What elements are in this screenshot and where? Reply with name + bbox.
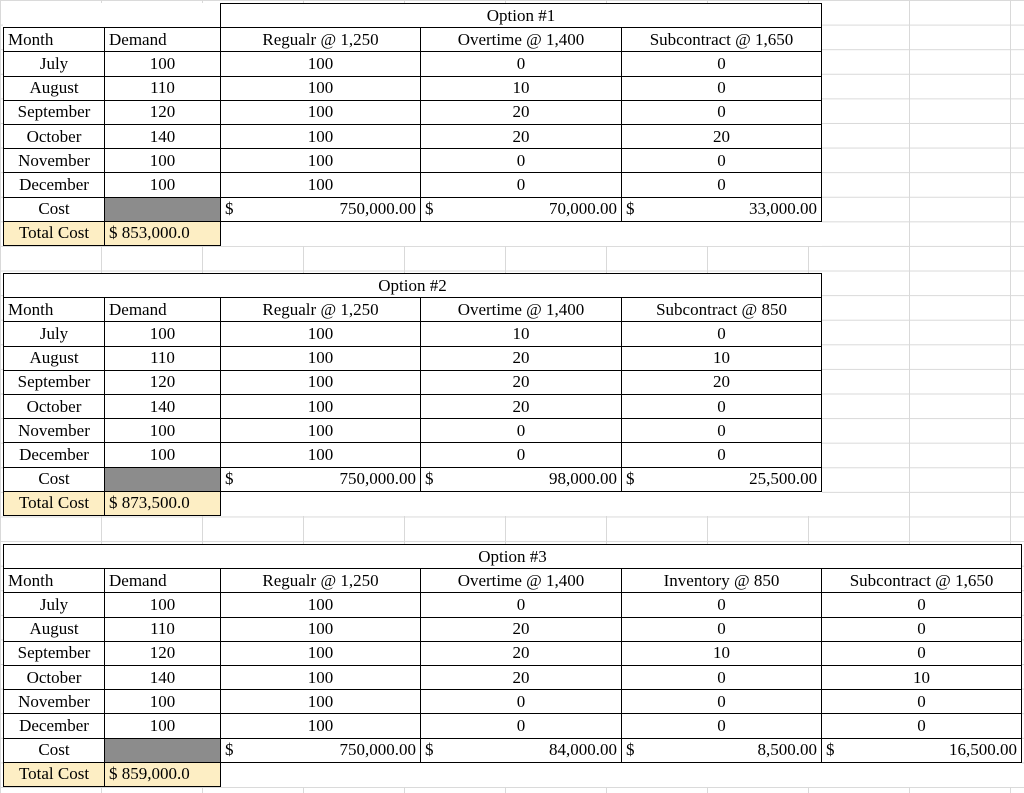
overtime-cost-cell[interactable] [421, 467, 622, 491]
overtime-cell[interactable]: 20 [421, 641, 622, 665]
subcontract-cost-cell[interactable] [622, 467, 822, 491]
inventory-cost-value: 8,500.00 [757, 740, 817, 760]
total-row [4, 221, 822, 245]
month-cell[interactable]: September [4, 100, 105, 124]
overtime-cost-value: 70,000.00 [549, 199, 617, 219]
inventory-cost-cell[interactable] [622, 738, 822, 762]
total-cost-label[interactable]: Total Cost [4, 762, 105, 786]
overtime-cost-cell[interactable] [421, 197, 622, 221]
header-regular[interactable]: Regualr @ 1,250 [221, 569, 421, 593]
option-title[interactable]: Option #3 [4, 545, 1022, 569]
table-row [4, 370, 822, 394]
overtime-cost-value: 84,000.00 [549, 740, 617, 760]
demand-cell[interactable]: 100 [105, 52, 221, 76]
table-row [4, 346, 822, 370]
total-row [4, 762, 1022, 786]
total-cost-label[interactable]: Total Cost [4, 221, 105, 245]
subcontract-cell[interactable]: 10 [622, 346, 822, 370]
demand-cell[interactable]: 120 [105, 100, 221, 124]
demand-cell[interactable]: 140 [105, 394, 221, 418]
demand-cell[interactable]: 100 [105, 443, 221, 467]
subcontract-cell[interactable]: 0 [622, 394, 822, 418]
total-cost-label[interactable]: Total Cost [4, 491, 105, 515]
month-cell[interactable]: July [4, 322, 105, 346]
regular-cell[interactable]: 100 [221, 173, 421, 197]
cost-label[interactable]: Cost [4, 467, 105, 491]
currency-symbol: $ [626, 469, 635, 489]
overtime-cell[interactable]: 0 [421, 593, 622, 617]
option-2-table [3, 273, 822, 516]
option-2-block [3, 273, 822, 516]
header-month[interactable]: Month [4, 28, 105, 52]
option-3-block [3, 544, 1022, 787]
demand-cell[interactable]: 100 [105, 714, 221, 738]
cost-label[interactable]: Cost [4, 197, 105, 221]
subcontract-cell[interactable]: 0 [622, 149, 822, 173]
regular-cell[interactable]: 100 [221, 100, 421, 124]
table-row [4, 593, 1022, 617]
demand-cell[interactable]: 110 [105, 346, 221, 370]
regular-cost-cell[interactable] [221, 738, 421, 762]
option-title[interactable]: Option #1 [221, 4, 822, 28]
table-row [4, 617, 1022, 641]
table-row [4, 665, 1022, 689]
subcontract-cell[interactable]: 0 [622, 419, 822, 443]
demand-cell[interactable]: 120 [105, 370, 221, 394]
cost-label[interactable]: Cost [4, 738, 105, 762]
subcontract-cost-cell[interactable] [622, 197, 822, 221]
currency-symbol: $ [425, 740, 434, 760]
header-row [4, 28, 822, 52]
regular-cell[interactable]: 100 [221, 124, 421, 148]
inventory-cell[interactable]: 0 [622, 714, 822, 738]
subcontract-cell[interactable]: 0 [622, 100, 822, 124]
month-cell[interactable]: July [4, 593, 105, 617]
header-demand[interactable]: Demand [105, 298, 221, 322]
total-cost-value[interactable]: $ 859,000.0 [105, 762, 221, 786]
subcontract-cell[interactable]: 0 [822, 641, 1022, 665]
month-cell[interactable]: August [4, 346, 105, 370]
currency-symbol: $ [626, 740, 635, 760]
month-cell[interactable]: December [4, 443, 105, 467]
demand-cell[interactable]: 110 [105, 617, 221, 641]
regular-cell[interactable]: 100 [221, 617, 421, 641]
overtime-cell[interactable]: 10 [421, 76, 622, 100]
subcontract-cost-value: 16,500.00 [949, 740, 1018, 760]
demand-cell[interactable]: 110 [105, 76, 221, 100]
regular-cell[interactable]: 100 [221, 322, 421, 346]
cost-row [4, 467, 822, 491]
subcontract-cell[interactable]: 0 [822, 690, 1022, 714]
month-cell[interactable]: October [4, 124, 105, 148]
header-regular[interactable]: Regualr @ 1,250 [221, 298, 421, 322]
regular-cell[interactable]: 100 [221, 52, 421, 76]
subcontract-cell[interactable]: 10 [822, 665, 1022, 689]
inventory-cell[interactable]: 0 [622, 593, 822, 617]
table-row [4, 52, 822, 76]
gray-cell[interactable] [105, 738, 221, 762]
regular-cell[interactable]: 100 [221, 714, 421, 738]
header-month[interactable]: Month [4, 298, 105, 322]
header-subcontract[interactable]: Subcontract @ 1,650 [622, 28, 822, 52]
demand-cell[interactable]: 120 [105, 641, 221, 665]
overtime-cell[interactable]: 20 [421, 100, 622, 124]
regular-cost-cell[interactable] [221, 197, 421, 221]
overtime-cost-cell[interactable] [421, 738, 622, 762]
overtime-cell[interactable]: 20 [421, 370, 622, 394]
regular-cost-cell[interactable] [221, 467, 421, 491]
regular-cost-value: 750,000.00 [339, 469, 416, 489]
table-row [4, 124, 822, 148]
month-cell[interactable]: December [4, 173, 105, 197]
currency-symbol: $ [225, 740, 234, 760]
regular-cell[interactable]: 100 [221, 346, 421, 370]
subcontract-cell[interactable]: 0 [622, 173, 822, 197]
option-1-block [3, 3, 822, 246]
table-row [4, 322, 822, 346]
option-title[interactable]: Option #2 [4, 274, 822, 298]
overtime-cell[interactable]: 0 [421, 173, 622, 197]
currency-symbol: $ [425, 199, 434, 219]
total-row [4, 491, 822, 515]
subcontract-cell[interactable]: 0 [622, 76, 822, 100]
overtime-cell[interactable]: 0 [421, 443, 622, 467]
overtime-cell[interactable]: 0 [421, 690, 622, 714]
currency-symbol: $ [626, 199, 635, 219]
table-row [4, 173, 822, 197]
table-row [4, 714, 1022, 738]
regular-cell[interactable]: 100 [221, 394, 421, 418]
cost-row [4, 738, 1022, 762]
demand-cell[interactable]: 140 [105, 124, 221, 148]
demand-cell[interactable]: 100 [105, 690, 221, 714]
overtime-cell[interactable]: 10 [421, 322, 622, 346]
currency-symbol: $ [225, 469, 234, 489]
month-cell[interactable]: November [4, 149, 105, 173]
month-cell[interactable]: July [4, 52, 105, 76]
cost-row [4, 197, 822, 221]
subcontract-cost-value: 25,500.00 [749, 469, 818, 489]
subcontract-cost-value: 33,000.00 [749, 199, 817, 219]
regular-cost-value: 750,000.00 [339, 740, 416, 760]
demand-cell[interactable]: 140 [105, 665, 221, 689]
month-cell[interactable]: August [4, 76, 105, 100]
regular-cell[interactable]: 100 [221, 641, 421, 665]
subcontract-cost-cell[interactable] [822, 738, 1022, 762]
regular-cell[interactable]: 100 [221, 76, 421, 100]
subcontract-cell[interactable]: 20 [622, 370, 822, 394]
regular-cell[interactable]: 100 [221, 149, 421, 173]
month-cell[interactable]: November [4, 419, 105, 443]
overtime-cell[interactable]: 20 [421, 346, 622, 370]
inventory-cell[interactable]: 0 [622, 617, 822, 641]
header-subcontract[interactable]: Subcontract @ 1,650 [822, 569, 1022, 593]
regular-cell[interactable]: 100 [221, 419, 421, 443]
overtime-cell[interactable]: 20 [421, 394, 622, 418]
header-overtime[interactable]: Overtime @ 1,400 [421, 28, 622, 52]
header-month[interactable]: Month [4, 569, 105, 593]
regular-cost-value: 750,000.00 [339, 199, 416, 219]
overtime-cell[interactable]: 20 [421, 124, 622, 148]
header-overtime[interactable]: Overtime @ 1,400 [421, 569, 622, 593]
demand-cell[interactable]: 100 [105, 322, 221, 346]
month-cell[interactable]: November [4, 690, 105, 714]
inventory-cell[interactable]: 10 [622, 641, 822, 665]
overtime-cell[interactable]: 20 [421, 665, 622, 689]
inventory-cell[interactable]: 0 [622, 690, 822, 714]
month-cell[interactable]: December [4, 714, 105, 738]
table-row [4, 100, 822, 124]
table-row [4, 76, 822, 100]
regular-cell[interactable]: 100 [221, 443, 421, 467]
currency-symbol: $ [826, 740, 835, 760]
header-demand[interactable]: Demand [105, 569, 221, 593]
header-demand[interactable]: Demand [105, 28, 221, 52]
overtime-cell[interactable]: 0 [421, 419, 622, 443]
currency-symbol: $ [425, 469, 434, 489]
subcontract-cell[interactable]: 0 [822, 617, 1022, 641]
total-cost-value[interactable]: $ 873,500.0 [105, 491, 221, 515]
subcontract-cell[interactable]: 0 [822, 714, 1022, 738]
overtime-cost-value: 98,000.00 [549, 469, 617, 489]
inventory-cell[interactable]: 0 [622, 665, 822, 689]
month-cell[interactable]: September [4, 370, 105, 394]
regular-cell[interactable]: 100 [221, 593, 421, 617]
header-inventory[interactable]: Inventory @ 850 [622, 569, 822, 593]
subcontract-cell[interactable]: 0 [622, 443, 822, 467]
header-row [4, 569, 1022, 593]
total-cost-value[interactable]: $ 853,000.0 [105, 221, 221, 245]
header-overtime[interactable]: Overtime @ 1,400 [421, 298, 622, 322]
regular-cell[interactable]: 100 [221, 665, 421, 689]
gray-cell[interactable] [105, 467, 221, 491]
overtime-cell[interactable]: 0 [421, 52, 622, 76]
regular-cell[interactable]: 100 [221, 370, 421, 394]
table-row [4, 641, 1022, 665]
subcontract-cell[interactable]: 20 [622, 124, 822, 148]
table-row [4, 690, 1022, 714]
subcontract-cell[interactable]: 0 [822, 593, 1022, 617]
table-row [4, 443, 822, 467]
currency-symbol: $ [225, 199, 234, 219]
regular-cell[interactable]: 100 [221, 690, 421, 714]
overtime-cell[interactable]: 0 [421, 149, 622, 173]
subcontract-cell[interactable]: 0 [622, 322, 822, 346]
header-regular[interactable]: Regualr @ 1,250 [221, 28, 421, 52]
overtime-cell[interactable]: 0 [421, 714, 622, 738]
subcontract-cell[interactable]: 0 [622, 52, 822, 76]
demand-cell[interactable]: 100 [105, 149, 221, 173]
demand-cell[interactable]: 100 [105, 419, 221, 443]
month-cell[interactable]: October [4, 665, 105, 689]
table-row [4, 149, 822, 173]
option-3-table [3, 544, 1022, 787]
header-row [4, 298, 822, 322]
table-row [4, 394, 822, 418]
gray-cell[interactable] [105, 197, 221, 221]
overtime-cell[interactable]: 20 [421, 617, 622, 641]
option-1-table [3, 3, 822, 246]
month-cell[interactable]: August [4, 617, 105, 641]
table-row [4, 419, 822, 443]
month-cell[interactable]: October [4, 394, 105, 418]
demand-cell[interactable]: 100 [105, 593, 221, 617]
month-cell[interactable]: September [4, 641, 105, 665]
header-subcontract[interactable]: Subcontract @ 850 [622, 298, 822, 322]
demand-cell[interactable]: 100 [105, 173, 221, 197]
